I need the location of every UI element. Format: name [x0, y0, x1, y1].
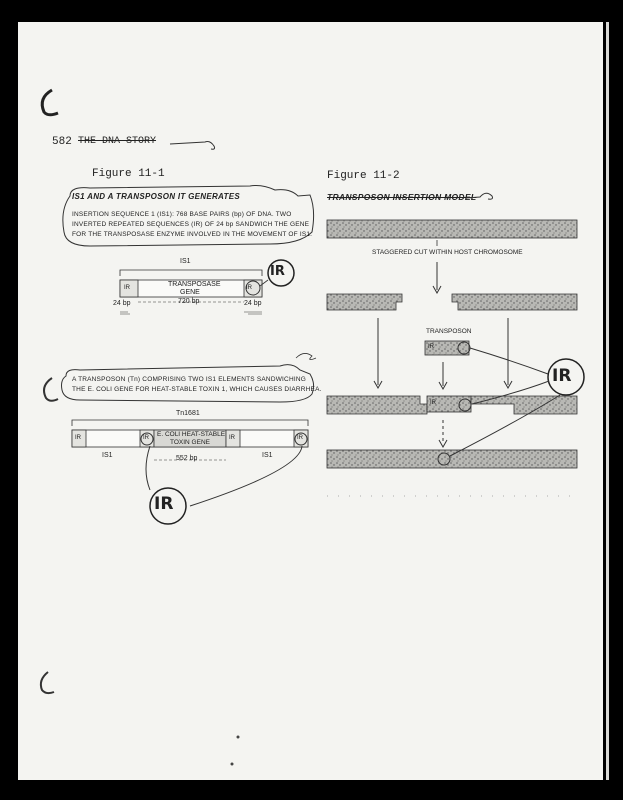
fig2-label: Figure 11-2 [327, 170, 400, 182]
ir-label: IR [75, 435, 81, 441]
ir-label: IR [143, 435, 149, 441]
header-title: THE DNA STORY [78, 136, 157, 147]
cut-right [452, 294, 577, 310]
host-chromosome [327, 220, 577, 238]
ir-label: IR [430, 400, 436, 406]
ir-left-label: IR [124, 285, 130, 291]
cut-left [327, 294, 402, 310]
transposase-gene-line2: GENE [180, 289, 200, 296]
dim-left: 24 bp [113, 300, 131, 307]
fig1-caption-line: INSERTION SEQUENCE 1 (IS1): 768 BASE PAIRS (bp) OF DNA. TWO [72, 211, 292, 218]
toxin-gene-line2: TOXIN GENE [170, 439, 210, 446]
handwritten-ir3-label: IR [552, 366, 572, 386]
cut-label: STAGGERED CUT WITHIN HOST CHROMOSOME [372, 249, 523, 256]
is1-left-label: IS1 [102, 452, 113, 459]
ir-label: IR [229, 435, 235, 441]
dim-mid: 720 bp [178, 298, 200, 305]
fig1-caption2-line: A TRANSPOSON (Tn) COMPRISING TWO IS1 ELEMENTS SANDWICHING [72, 376, 306, 383]
page-number: 582 [52, 136, 72, 148]
transposon-label: TRANSPOSON [426, 328, 472, 335]
fig1-label: Figure 11-1 [92, 168, 165, 180]
ir-right-label: IR [246, 285, 252, 291]
handwritten-ir2-label: IR [154, 494, 174, 514]
inserted-right [471, 396, 577, 414]
fig1-caption-line: FOR THE TRANSPOSASE ENZYME INVOLVED IN THE MOVEMENT OF IS1. [72, 231, 313, 238]
transposase-gene-line1: TRANSPOSASE [168, 281, 221, 288]
fig1-caption-line: INVERTED REPEATED SEQUENCES (IR) OF 24 bp SANDWICH THE GENE [72, 221, 310, 228]
tn-label: Tn1681 [176, 410, 200, 417]
inserted-left [327, 396, 427, 414]
handwritten-ir-label: IR [270, 264, 285, 279]
toxin-gene-line1: E. COLI HEAT-STABLE [157, 431, 226, 438]
fig2-title: TRANSPOSON INSERTION MODEL [327, 192, 477, 202]
is1-label: IS1 [180, 258, 191, 265]
dim-toxin: 552 bp [176, 455, 198, 462]
is1-right-label: IS1 [262, 452, 273, 459]
dim-right: 24 bp [244, 300, 262, 307]
fig1-title: IS1 AND A TRANSPOSON IT GENERATES [72, 192, 240, 201]
final-chromosome [327, 450, 577, 468]
ir-label: IR [297, 435, 303, 441]
ir-label: IR [428, 344, 434, 350]
fig1-caption2-line: THE E. COLI GENE FOR HEAT-STABLE TOXIN 1, WHICH CAUSES DIARRHEA. [72, 386, 322, 393]
